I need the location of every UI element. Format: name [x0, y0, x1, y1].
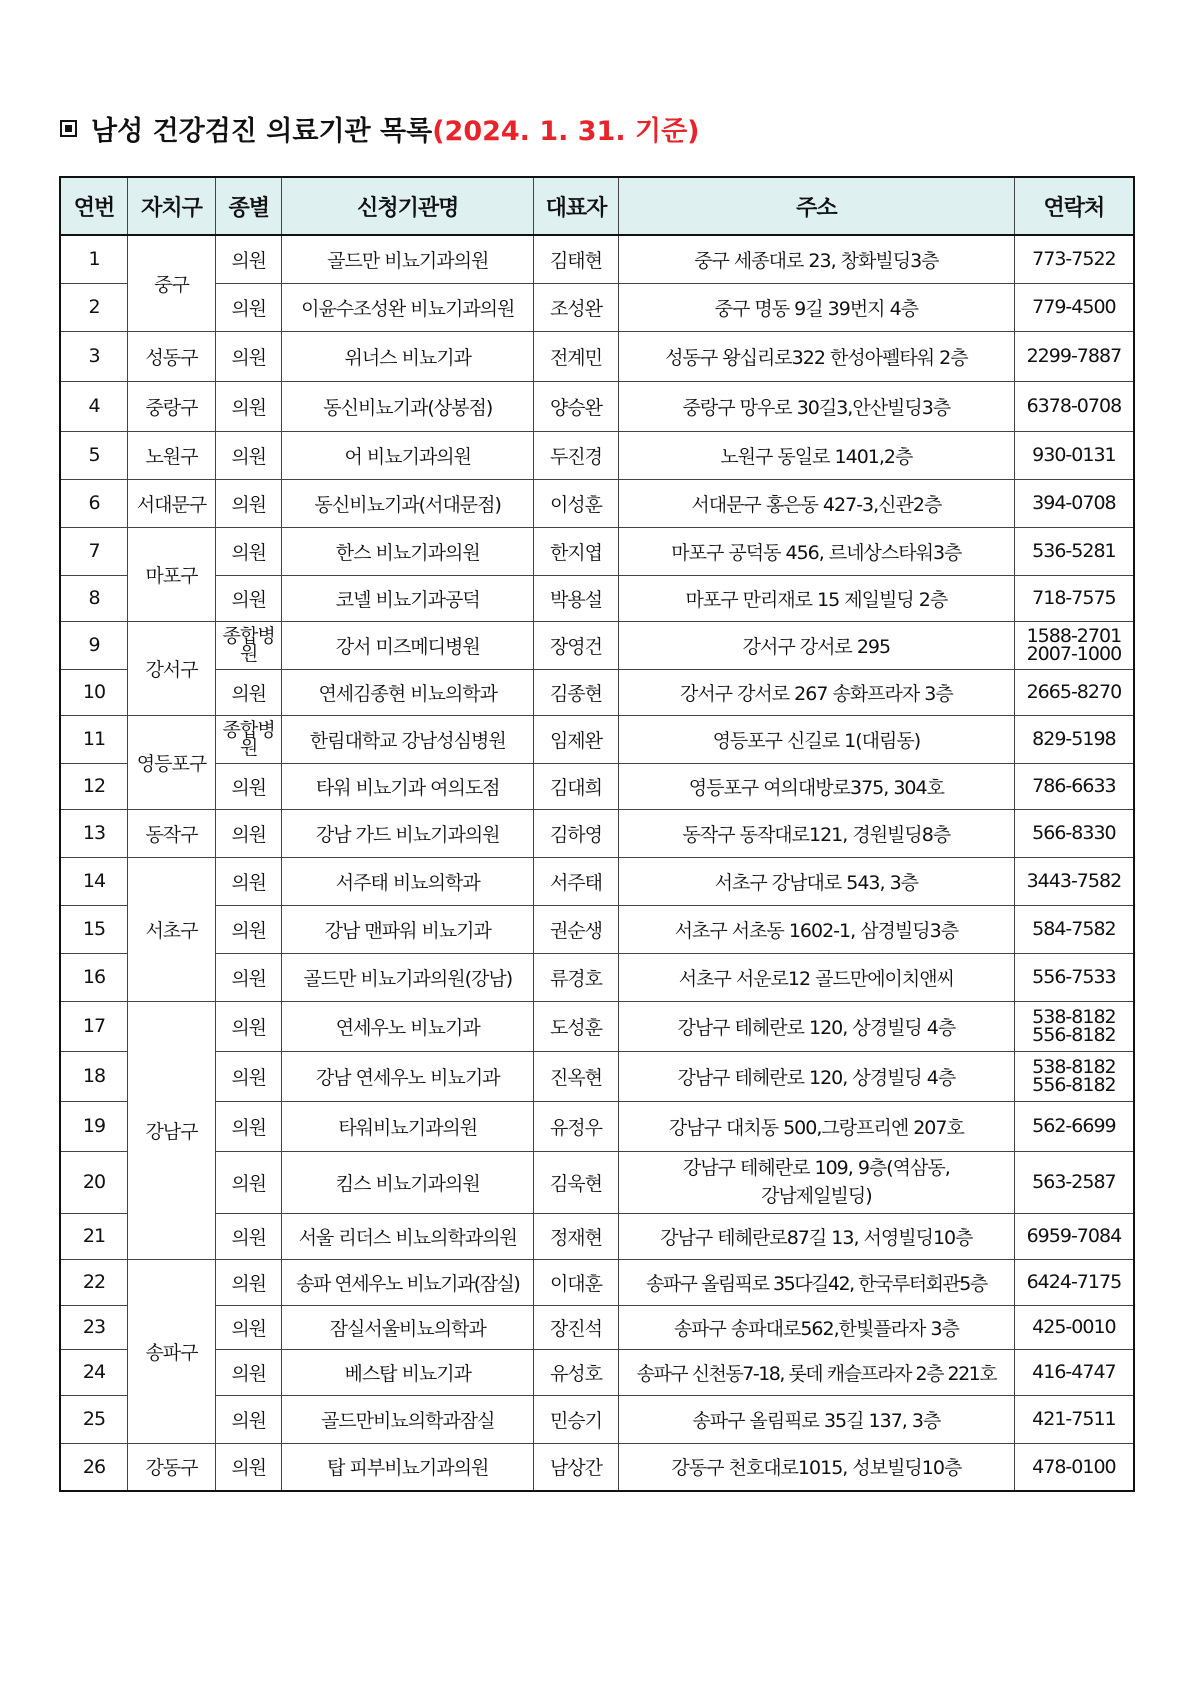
row-no: 10: [60, 669, 128, 715]
row-phone: 829-5198: [1014, 715, 1134, 763]
row-phone-line1: 538-8182: [1032, 1006, 1116, 1028]
row-phone-line1: 1588-2701: [1026, 625, 1122, 647]
row-type: 의원: [215, 1395, 281, 1443]
row-address: 송파구 올림픽로 35다길42, 한국루터회관5층: [618, 1259, 1014, 1305]
row-representative: 권순생: [534, 905, 619, 953]
district-cell: 서초구: [128, 857, 216, 1001]
row-address: 강남구 대치동 500,그랑프리엔 207호: [618, 1101, 1014, 1151]
row-representative: 장영건: [534, 621, 619, 669]
row-type: 의원: [215, 763, 281, 809]
col-header-type: 종별: [215, 177, 281, 235]
row-type: 의원: [215, 669, 281, 715]
row-representative: 남상간: [534, 1443, 619, 1491]
table-row: [60, 381, 1134, 431]
row-phone: 562-6699: [1014, 1101, 1134, 1151]
table-row: [60, 1395, 1134, 1443]
row-no: 21: [60, 1213, 128, 1259]
row-phone: [1014, 1001, 1134, 1051]
row-no: 25: [60, 1395, 128, 1443]
row-phone-line1: 538-8182: [1032, 1056, 1116, 1078]
row-type: 의원: [215, 857, 281, 905]
row-name: 잠실서울비뇨의학과: [282, 1305, 534, 1349]
row-address: 성동구 왕십리로322 한성아펠타워 2층: [618, 331, 1014, 381]
row-name: 골드만비뇨의학과잠실: [282, 1395, 534, 1443]
district-cell: 강남구: [128, 1001, 216, 1259]
row-representative: 김태현: [534, 235, 619, 283]
table-row: [60, 283, 1134, 331]
table-row: [60, 1259, 1134, 1305]
row-address: 동작구 동작대로121, 경원빌딩8층: [618, 809, 1014, 857]
row-representative: 임제완: [534, 715, 619, 763]
row-name: 한스 비뇨기과의원: [282, 527, 534, 575]
row-address: 서초구 서운로12 골드만에이치앤씨: [618, 953, 1014, 1001]
row-type: 의원: [215, 1213, 281, 1259]
row-no: 12: [60, 763, 128, 809]
row-no: 16: [60, 953, 128, 1001]
col-header-phone: 연락처: [1014, 177, 1134, 235]
col-header-representative: 대표자: [534, 177, 619, 235]
row-representative: 박용설: [534, 575, 619, 621]
table-row: [60, 1305, 1134, 1349]
row-phone: 6424-7175: [1014, 1259, 1134, 1305]
row-type: 의원: [215, 431, 281, 479]
row-phone: 584-7582: [1014, 905, 1134, 953]
table-row: [60, 1101, 1134, 1151]
table-row: [60, 1443, 1134, 1491]
col-header-district: 자치구: [128, 177, 216, 235]
row-address: 영등포구 신길로 1(대림동): [618, 715, 1014, 763]
row-type: 종합병원: [215, 621, 281, 669]
row-type: 의원: [215, 331, 281, 381]
row-phone: 421-7511: [1014, 1395, 1134, 1443]
district-cell: 성동구: [128, 331, 216, 381]
title-date: (2024. 1. 31. 기준): [432, 115, 700, 147]
row-phone: 3443-7582: [1014, 857, 1134, 905]
row-name: 베스탑 비뇨기과: [282, 1349, 534, 1395]
row-address: 마포구 공덕동 456, 르네상스타워3층: [618, 527, 1014, 575]
district-cell: 영등포구: [128, 715, 216, 809]
table-row: [60, 1051, 1134, 1101]
table-header-row: [60, 177, 1134, 235]
row-address: 강남구 테헤란로 120, 상경빌딩 4층: [618, 1001, 1014, 1051]
row-representative: 도성훈: [534, 1001, 619, 1051]
row-no: 26: [60, 1443, 128, 1491]
row-address: 마포구 만리재로 15 제일빌딩 2층: [618, 575, 1014, 621]
table-row: [60, 905, 1134, 953]
row-address: 송파구 신천동7-18, 롯데 캐슬프라자 2층 221호: [618, 1349, 1014, 1395]
row-representative: 장진석: [534, 1305, 619, 1349]
row-no: 8: [60, 575, 128, 621]
row-no: 20: [60, 1151, 128, 1213]
row-type: 의원: [215, 1305, 281, 1349]
table-row: [60, 621, 1134, 669]
row-representative: 정재현: [534, 1213, 619, 1259]
table-row: [60, 809, 1134, 857]
district-cell: 중구: [128, 235, 216, 331]
district-cell: 서대문구: [128, 479, 216, 527]
row-phone: 718-7575: [1014, 575, 1134, 621]
row-representative: 류경호: [534, 953, 619, 1001]
row-name: 강남 연세우노 비뇨기과: [282, 1051, 534, 1101]
row-name: 타워 비뇨기과 여의도점: [282, 763, 534, 809]
row-type: 의원: [215, 1443, 281, 1491]
row-type: 의원: [215, 1349, 281, 1395]
row-address: 송파구 올림픽로 35길 137, 3층: [618, 1395, 1014, 1443]
row-name: 연세우노 비뇨기과: [282, 1001, 534, 1051]
row-type: 종합병원: [215, 715, 281, 763]
row-phone: [1014, 1051, 1134, 1101]
row-name: 연세김종현 비뇨의학과: [282, 669, 534, 715]
table-row: [60, 1349, 1134, 1395]
row-address: 강남구 테헤란로 120, 상경빌딩 4층: [618, 1051, 1014, 1101]
row-phone: 930-0131: [1014, 431, 1134, 479]
row-phone: 2299-7887: [1014, 331, 1134, 381]
row-address: 중랑구 망우로 30길3,안산빌딩3층: [618, 381, 1014, 431]
row-phone: 425-0010: [1014, 1305, 1134, 1349]
table-row: [60, 479, 1134, 527]
row-name: 어 비뇨기과의원: [282, 431, 534, 479]
row-representative: 서주태: [534, 857, 619, 905]
row-representative: 전계민: [534, 331, 619, 381]
row-name: 이윤수조성완 비뇨기과의원: [282, 283, 534, 331]
row-phone: 773-7522: [1014, 235, 1134, 283]
row-phone-line2: 2007-1000: [1026, 643, 1122, 665]
row-name: 강남 가드 비뇨기과의원: [282, 809, 534, 857]
row-address: 중구 명동 9길 39번지 4층: [618, 283, 1014, 331]
table-row: [60, 715, 1134, 763]
row-representative: 조성완: [534, 283, 619, 331]
row-phone: 6378-0708: [1014, 381, 1134, 431]
table-row: [60, 575, 1134, 621]
table-row: [60, 953, 1134, 1001]
row-type: 의원: [215, 1001, 281, 1051]
table-row: [60, 431, 1134, 479]
row-no: 22: [60, 1259, 128, 1305]
row-phone: 416-4747: [1014, 1349, 1134, 1395]
table-row: [60, 331, 1134, 381]
row-address: 강동구 천호대로1015, 성보빌딩10층: [618, 1443, 1014, 1491]
row-phone: [1014, 621, 1134, 669]
row-name: 서주태 비뇨의학과: [282, 857, 534, 905]
row-representative: 민승기: [534, 1395, 619, 1443]
row-no: 13: [60, 809, 128, 857]
row-phone: 536-5281: [1014, 527, 1134, 575]
row-no: 15: [60, 905, 128, 953]
row-no: 19: [60, 1101, 128, 1151]
row-no: 11: [60, 715, 128, 763]
col-header-no: 연번: [60, 177, 128, 235]
row-representative: 김욱현: [534, 1151, 619, 1213]
row-phone: 779-4500: [1014, 283, 1134, 331]
row-name: 골드만 비뇨기과의원(강남): [282, 953, 534, 1001]
row-phone: 566-8330: [1014, 809, 1134, 857]
square-bullet-icon: [60, 120, 77, 137]
row-address: 강남구 테헤란로87길 13, 서영빌딩10층: [618, 1213, 1014, 1259]
clinic-table: [59, 176, 1135, 1492]
table-row: [60, 1001, 1134, 1051]
row-representative: 김대희: [534, 763, 619, 809]
row-name: 코넬 비뇨기과공덕: [282, 575, 534, 621]
row-representative: 한지엽: [534, 527, 619, 575]
table-row: [60, 1213, 1134, 1259]
row-no: 3: [60, 331, 128, 381]
table-row: [60, 1151, 1134, 1213]
row-phone-line2: 556-8182: [1032, 1074, 1116, 1096]
district-cell: 강동구: [128, 1443, 216, 1491]
row-address: 송파구 송파대로562,한빛플라자 3층: [618, 1305, 1014, 1349]
row-address-line1: 강남구 테헤란로 109, 9층(역삼동,: [682, 1157, 950, 1179]
row-phone: 786-6633: [1014, 763, 1134, 809]
row-type: 의원: [215, 381, 281, 431]
row-name: 강남 맨파워 비뇨기과: [282, 905, 534, 953]
table-row: [60, 857, 1134, 905]
row-representative: 이대훈: [534, 1259, 619, 1305]
row-type: 의원: [215, 527, 281, 575]
row-phone: 556-7533: [1014, 953, 1134, 1001]
row-no: 6: [60, 479, 128, 527]
row-address-line2: 강남제일빌딩): [761, 1185, 872, 1207]
row-name: 서울 리더스 비뇨의학과의원: [282, 1213, 534, 1259]
row-type: 의원: [215, 479, 281, 527]
row-representative: 이성훈: [534, 479, 619, 527]
row-no: 18: [60, 1051, 128, 1101]
row-no: 4: [60, 381, 128, 431]
row-address: 서대문구 홍은동 427-3,신관2층: [618, 479, 1014, 527]
district-cell: 노원구: [128, 431, 216, 479]
row-name: 한림대학교 강남성심병원: [282, 715, 534, 763]
col-header-name: 신청기관명: [282, 177, 534, 235]
row-name: 송파 연세우노 비뇨기과(잠실): [282, 1259, 534, 1305]
row-representative: 유정우: [534, 1101, 619, 1151]
row-type: 의원: [215, 953, 281, 1001]
row-name: 타워비뇨기과의원: [282, 1101, 534, 1151]
row-phone: 2665-8270: [1014, 669, 1134, 715]
row-no: 5: [60, 431, 128, 479]
row-representative: 김종현: [534, 669, 619, 715]
row-type: 의원: [215, 1259, 281, 1305]
row-name: 탑 피부비뇨기과의원: [282, 1443, 534, 1491]
row-phone-line2: 556-8182: [1032, 1024, 1116, 1046]
row-phone: 478-0100: [1014, 1443, 1134, 1491]
row-type: 의원: [215, 1101, 281, 1151]
row-representative: 진옥현: [534, 1051, 619, 1101]
row-representative: 두진경: [534, 431, 619, 479]
row-name: 킴스 비뇨기과의원: [282, 1151, 534, 1213]
row-representative: 김하영: [534, 809, 619, 857]
row-address: 영등포구 여의대방로375, 304호: [618, 763, 1014, 809]
row-name: 동신비뇨기과(상봉점): [282, 381, 534, 431]
col-header-address: 주소: [618, 177, 1014, 235]
row-phone: 563-2587: [1014, 1151, 1134, 1213]
row-address: 중구 세종대로 23, 창화빌딩3층: [618, 235, 1014, 283]
row-name: 동신비뇨기과(서대문점): [282, 479, 534, 527]
page-title: [60, 108, 700, 148]
row-no: 17: [60, 1001, 128, 1051]
row-name: 강서 미즈메디병원: [282, 621, 534, 669]
district-cell: 강서구: [128, 621, 216, 715]
row-address: 서초구 강남대로 543, 3층: [618, 857, 1014, 905]
row-type: 의원: [215, 235, 281, 283]
row-no: 23: [60, 1305, 128, 1349]
row-address: 노원구 동일로 1401,2층: [618, 431, 1014, 479]
row-type: 의원: [215, 809, 281, 857]
table-row: [60, 669, 1134, 715]
table-row: [60, 235, 1134, 283]
row-phone: 6959-7084: [1014, 1213, 1134, 1259]
row-name: 골드만 비뇨기과의원: [282, 235, 534, 283]
row-no: 1: [60, 235, 128, 283]
title-text: 남성 건강검진 의료기관 목록: [91, 115, 433, 147]
district-cell: 동작구: [128, 809, 216, 857]
row-representative: 양승완: [534, 381, 619, 431]
row-no: 24: [60, 1349, 128, 1395]
row-address: 강서구 강서로 267 송화프라자 3층: [618, 669, 1014, 715]
row-phone: 394-0708: [1014, 479, 1134, 527]
district-cell: 송파구: [128, 1259, 216, 1443]
row-no: 14: [60, 857, 128, 905]
district-cell: 중랑구: [128, 381, 216, 431]
row-address: 서초구 서초동 1602-1, 삼경빌딩3층: [618, 905, 1014, 953]
row-representative: 유성호: [534, 1349, 619, 1395]
row-type: 의원: [215, 905, 281, 953]
row-address: [618, 1151, 1014, 1213]
row-type: 의원: [215, 1051, 281, 1101]
row-type: 의원: [215, 283, 281, 331]
table-row: [60, 527, 1134, 575]
table-row: [60, 763, 1134, 809]
row-address: 강서구 강서로 295: [618, 621, 1014, 669]
district-cell: 마포구: [128, 527, 216, 621]
row-type: 의원: [215, 575, 281, 621]
row-type: 의원: [215, 1151, 281, 1213]
row-no: 7: [60, 527, 128, 575]
row-no: 9: [60, 621, 128, 669]
row-no: 2: [60, 283, 128, 331]
row-name: 위너스 비뇨기과: [282, 331, 534, 381]
